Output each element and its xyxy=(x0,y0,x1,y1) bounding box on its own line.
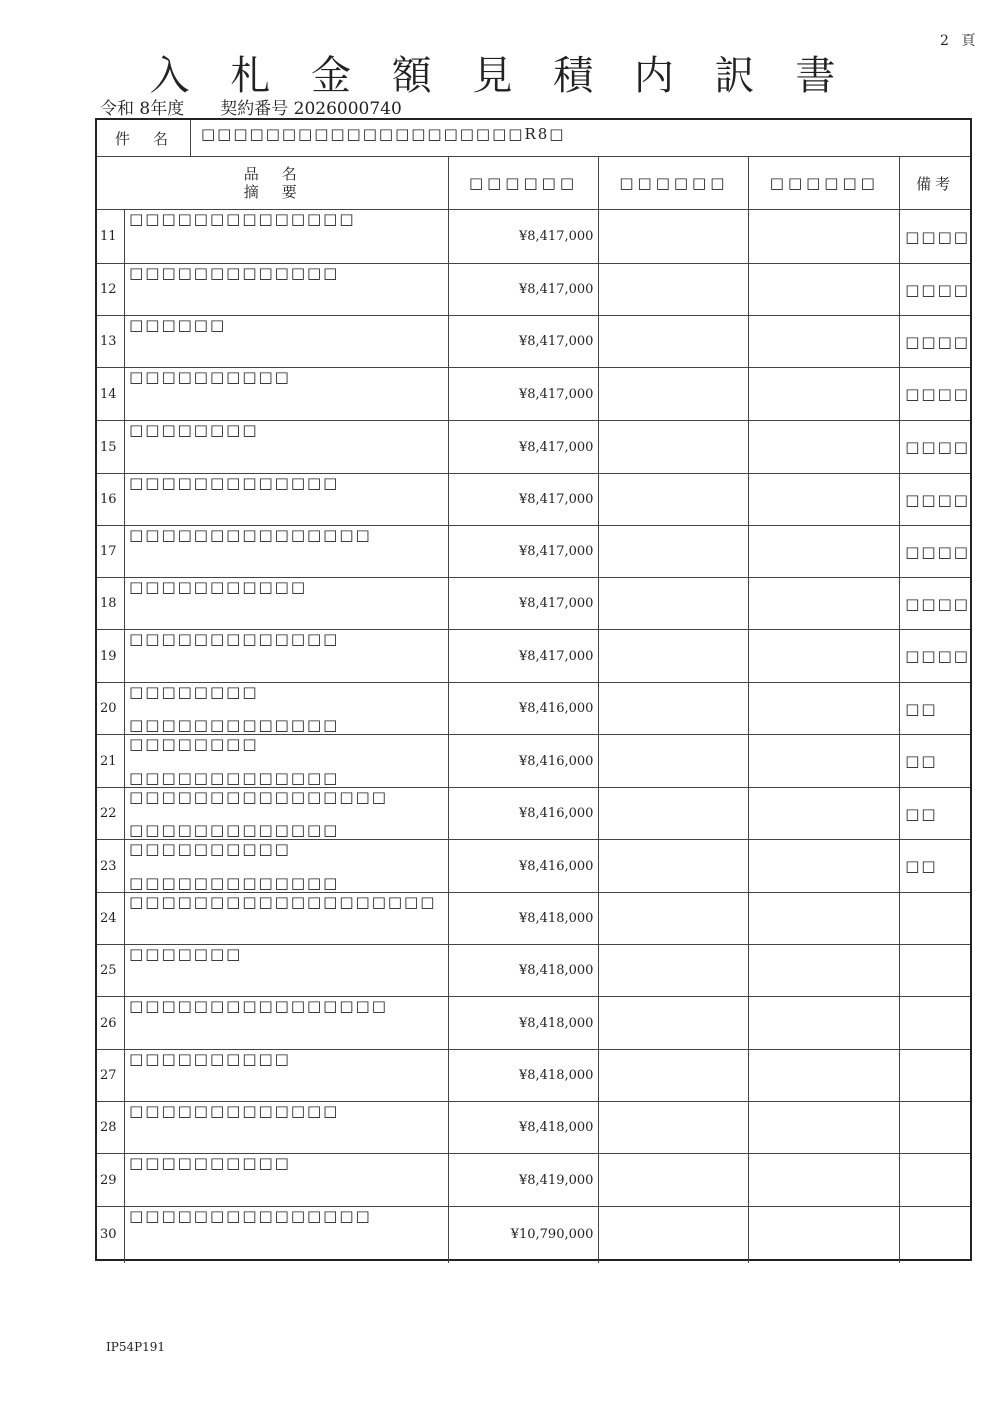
row-number: 15 xyxy=(97,421,125,474)
item-name-cell xyxy=(125,264,448,316)
row-number: 23 xyxy=(97,840,125,893)
note-cell: □□□□ xyxy=(900,264,970,316)
note-cell xyxy=(900,997,970,1050)
row-number: 24 xyxy=(97,893,125,945)
amount-cell-3 xyxy=(749,474,900,526)
item-name: □□□□□□□□□□□□□□□□ xyxy=(129,997,388,1015)
note-cell: □□□□ xyxy=(900,526,970,578)
note-cell: □□□□ xyxy=(900,368,970,421)
item-name: □□□□□□□□□□□□□□□□ xyxy=(129,788,388,806)
estimate-table-frame xyxy=(95,118,972,1261)
amount-cell: ¥8,418,000 xyxy=(448,1102,599,1154)
row-number: 26 xyxy=(97,997,125,1050)
amount-cell: ¥8,416,000 xyxy=(448,788,599,840)
amount-cell: ¥8,417,000 xyxy=(448,316,599,368)
table-row xyxy=(97,1154,970,1207)
row-number: 16 xyxy=(97,474,125,526)
item-name: □□□□□□□□□□□□□□□ xyxy=(129,1207,372,1225)
table-row xyxy=(97,840,970,893)
item-name-cell xyxy=(125,945,448,997)
amount-cell-3 xyxy=(749,210,900,264)
item-name-cell xyxy=(125,1050,448,1102)
table-row xyxy=(97,683,970,735)
table-row xyxy=(97,210,970,264)
row-number: 22 xyxy=(97,788,125,840)
row-number: 27 xyxy=(97,1050,125,1102)
item-name-cell xyxy=(125,630,448,683)
amount-cell-2 xyxy=(599,474,749,526)
note-cell: □□□□ xyxy=(900,578,970,630)
amount-cell-3 xyxy=(749,264,900,316)
amount-cell-3 xyxy=(749,526,900,578)
note-cell xyxy=(900,945,970,997)
item-name: □□□□□□□□□□□□□ xyxy=(129,474,340,492)
item-description: □□□□□□□□□□□□□ xyxy=(129,821,340,839)
amount-cell-2 xyxy=(599,630,749,683)
amount-cell-3 xyxy=(749,630,900,683)
item-name-cell xyxy=(125,683,448,735)
note-cell xyxy=(900,1207,970,1263)
amount-cell: ¥8,418,000 xyxy=(448,997,599,1050)
subheader xyxy=(100,94,402,119)
item-name: □□□□□□□□□□□□□ xyxy=(129,264,340,282)
item-name-cell xyxy=(125,526,448,578)
estimate-table xyxy=(97,156,970,1263)
form-code: IP54P191 xyxy=(106,1340,166,1354)
table-row xyxy=(97,368,970,421)
note-cell: □□ xyxy=(900,683,970,735)
row-number: 12 xyxy=(97,264,125,316)
project-name-label: 件 名 xyxy=(97,120,191,156)
table-row xyxy=(97,735,970,788)
item-name-cell xyxy=(125,1102,448,1154)
item-name-cell xyxy=(125,788,448,840)
row-number: 17 xyxy=(97,526,125,578)
item-name-cell xyxy=(125,1207,448,1263)
project-name-value: □□□□□□□□□□□□□□□□□□□□R8□ xyxy=(201,125,566,143)
table-row xyxy=(97,421,970,474)
table-row xyxy=(97,1050,970,1102)
row-number: 11 xyxy=(97,210,125,264)
table-row xyxy=(97,526,970,578)
amount-cell-3 xyxy=(749,840,900,893)
fiscal-year: 令和 8年度 xyxy=(100,99,185,119)
amount-cell: ¥8,417,000 xyxy=(448,368,599,421)
item-name-cell xyxy=(125,735,448,788)
amount-cell: ¥8,418,000 xyxy=(448,945,599,997)
amount-cell-2 xyxy=(599,421,749,474)
table-row xyxy=(97,945,970,997)
amount-cell-2 xyxy=(599,997,749,1050)
note-cell: □□□□ xyxy=(900,421,970,474)
item-name-cell xyxy=(125,578,448,630)
amount-cell-2 xyxy=(599,210,749,264)
table-row xyxy=(97,264,970,316)
item-name: □□□□□□□□□□ xyxy=(129,1050,291,1068)
row-number: 20 xyxy=(97,683,125,735)
row-number: 25 xyxy=(97,945,125,997)
amount-cell-3 xyxy=(749,893,900,945)
item-name-cell xyxy=(125,893,448,945)
note-cell: □□ xyxy=(900,735,970,788)
amount-cell: ¥8,419,000 xyxy=(448,1154,599,1207)
amount-cell-2 xyxy=(599,1154,749,1207)
amount-cell-3 xyxy=(749,1207,900,1263)
item-name: □□□□□□□□□□□□□□ xyxy=(129,210,356,228)
amount-cell: ¥8,416,000 xyxy=(448,840,599,893)
amount-cell-2 xyxy=(599,893,749,945)
amount-cell: ¥8,418,000 xyxy=(448,893,599,945)
amount-cell-2 xyxy=(599,1207,749,1263)
amount-cell-2 xyxy=(599,1102,749,1154)
note-column-header: 備考 xyxy=(900,157,970,210)
amount-cell-3 xyxy=(749,997,900,1050)
amount-cell: ¥8,418,000 xyxy=(448,1050,599,1102)
amount-cell: ¥8,416,000 xyxy=(448,735,599,788)
row-number: 30 xyxy=(97,1207,125,1263)
amount-cell: ¥8,417,000 xyxy=(448,264,599,316)
amount-cell-3 xyxy=(749,945,900,997)
amount-cell-2 xyxy=(599,683,749,735)
row-number: 29 xyxy=(97,1154,125,1207)
item-name-cell xyxy=(125,840,448,893)
amount-cell: ¥8,417,000 xyxy=(448,630,599,683)
contract-number: 2026000740 xyxy=(293,99,402,119)
item-header-line1: 品 名 xyxy=(243,165,301,183)
table-row xyxy=(97,630,970,683)
item-name: □□□□□□□□□□ xyxy=(129,1154,291,1172)
note-cell: □□ xyxy=(900,840,970,893)
note-cell xyxy=(900,1102,970,1154)
amount-column-header-3: □□□□□□ xyxy=(749,157,900,210)
amount-cell-3 xyxy=(749,788,900,840)
amount-cell-2 xyxy=(599,316,749,368)
item-name: □□□□□□□ xyxy=(129,945,243,963)
item-name: □□□□□□□□□□□□□□□ xyxy=(129,526,372,544)
item-name-cell xyxy=(125,210,448,264)
table-row xyxy=(97,1102,970,1154)
row-number: 18 xyxy=(97,578,125,630)
amount-cell-3 xyxy=(749,578,900,630)
table-row xyxy=(97,997,970,1050)
amount-cell-2 xyxy=(599,1050,749,1102)
amount-cell-3 xyxy=(749,1102,900,1154)
item-description: □□□□□□□□□□□□□ xyxy=(129,874,340,892)
row-number: 28 xyxy=(97,1102,125,1154)
item-name: □□□□□□□□ xyxy=(129,735,259,753)
amount-cell-3 xyxy=(749,1050,900,1102)
amount-cell-2 xyxy=(599,788,749,840)
note-cell: □□ xyxy=(900,788,970,840)
table-row xyxy=(97,316,970,368)
amount-cell: ¥8,417,000 xyxy=(448,474,599,526)
row-number: 19 xyxy=(97,630,125,683)
item-name: □□□□□□□□□□□□□ xyxy=(129,630,340,648)
page-number: 2 頁 xyxy=(940,33,980,49)
amount-column-header-2: □□□□□□ xyxy=(599,157,749,210)
amount-cell: ¥10,790,000 xyxy=(448,1207,599,1263)
table-row xyxy=(97,893,970,945)
amount-cell: ¥8,417,000 xyxy=(448,578,599,630)
table-row xyxy=(97,788,970,840)
row-number: 14 xyxy=(97,368,125,421)
amount-cell-2 xyxy=(599,578,749,630)
amount-cell-3 xyxy=(749,368,900,421)
item-column-header xyxy=(97,157,448,210)
item-name-cell xyxy=(125,474,448,526)
row-number: 21 xyxy=(97,735,125,788)
item-name: □□□□□□□□□□□□□□□□□□□ xyxy=(129,893,437,911)
amount-cell-2 xyxy=(599,735,749,788)
note-cell: □□□□ xyxy=(900,210,970,264)
amount-column-header-1: □□□□□□ xyxy=(448,157,599,210)
note-cell: □□□□ xyxy=(900,316,970,368)
table-body xyxy=(97,210,970,1263)
amount-cell-3 xyxy=(749,421,900,474)
item-header-line2: 摘 要 xyxy=(243,183,301,201)
table-row xyxy=(97,578,970,630)
item-name: □□□□□□□□□□ xyxy=(129,368,291,386)
item-name: □□□□□□□□ xyxy=(129,683,259,701)
item-name: □□□□□□□□ xyxy=(129,421,259,439)
item-name-cell xyxy=(125,997,448,1050)
amount-cell-3 xyxy=(749,683,900,735)
document-title: 入 札 金 額 見 積 内 訳 書 xyxy=(149,53,850,99)
item-name-cell xyxy=(125,316,448,368)
item-name-cell xyxy=(125,1154,448,1207)
item-name-cell xyxy=(125,421,448,474)
amount-cell-2 xyxy=(599,840,749,893)
item-name: □□□□□□□□□□□□□ xyxy=(129,1102,340,1120)
amount-cell-2 xyxy=(599,945,749,997)
item-description: □□□□□□□□□□□□□ xyxy=(129,716,340,734)
amount-cell-2 xyxy=(599,526,749,578)
amount-cell-3 xyxy=(749,316,900,368)
table-row xyxy=(97,1207,970,1263)
note-cell: □□□□ xyxy=(900,630,970,683)
amount-cell-3 xyxy=(749,1154,900,1207)
note-cell: □□□□ xyxy=(900,474,970,526)
amount-cell: ¥8,416,000 xyxy=(448,683,599,735)
note-cell xyxy=(900,1050,970,1102)
amount-cell-3 xyxy=(749,735,900,788)
item-name: □□□□□□ xyxy=(129,316,227,334)
item-description: □□□□□□□□□□□□□ xyxy=(129,769,340,787)
note-cell xyxy=(900,1154,970,1207)
amount-cell-2 xyxy=(599,264,749,316)
item-name: □□□□□□□□□□ xyxy=(129,840,291,858)
row-number: 13 xyxy=(97,316,125,368)
amount-cell: ¥8,417,000 xyxy=(448,210,599,264)
note-cell xyxy=(900,893,970,945)
table-row xyxy=(97,474,970,526)
item-name-cell xyxy=(125,368,448,421)
amount-cell-2 xyxy=(599,368,749,421)
contract-number-label: 契約番号 xyxy=(220,99,289,119)
project-name-row xyxy=(97,120,970,157)
item-name: □□□□□□□□□□□ xyxy=(129,578,308,596)
amount-cell: ¥8,417,000 xyxy=(448,526,599,578)
amount-cell: ¥8,417,000 xyxy=(448,421,599,474)
